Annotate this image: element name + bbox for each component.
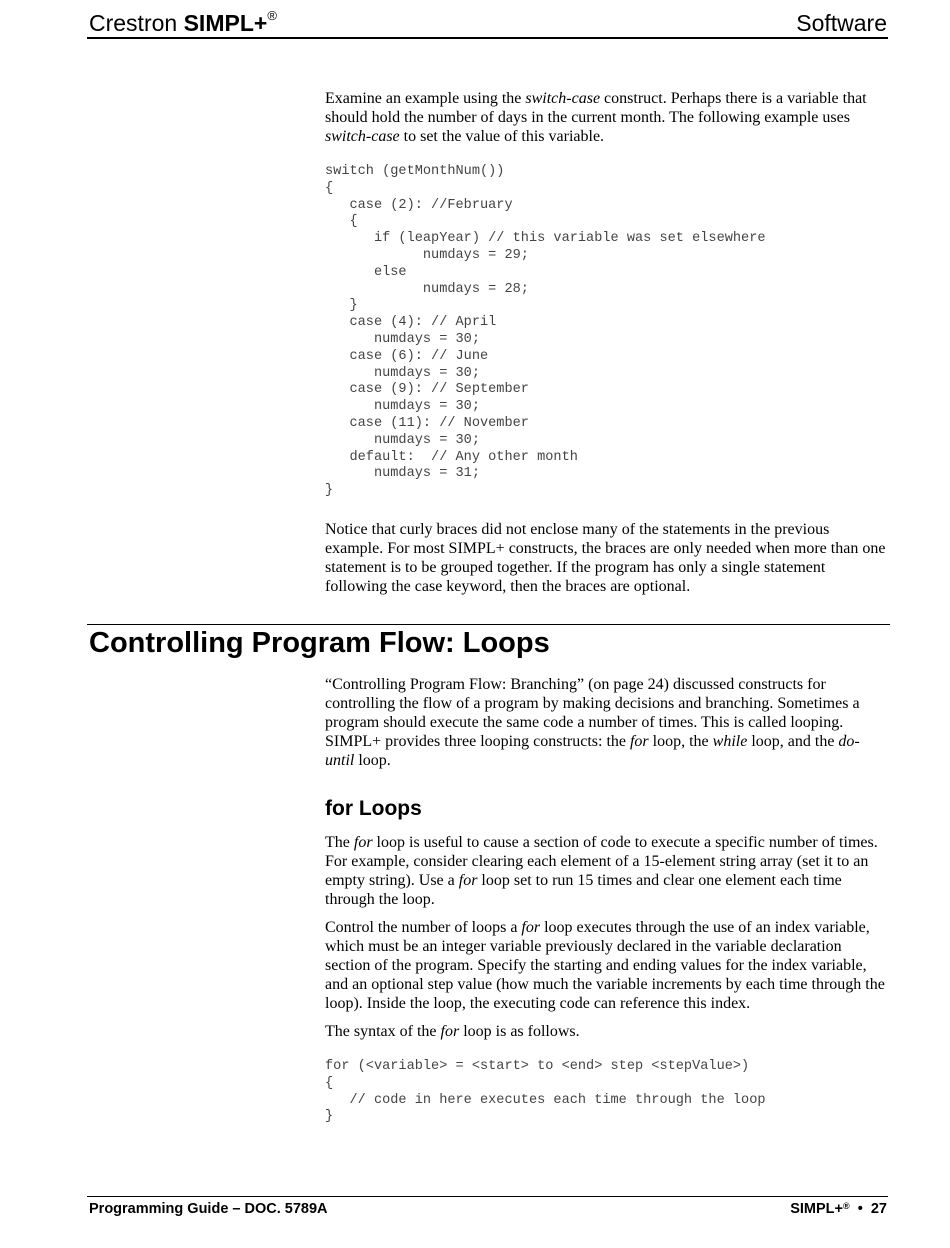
- footer-page-info: [790, 1201, 887, 1217]
- for-paragraph-1: The for loop is useful to cause a section of code to execute a specific number of times. For example, consider clearing each element of a 15-element string array (set it to an empty string). Use a for loop set to run 15 times and clear one element each time through the loop.: [325, 834, 878, 908]
- notice-paragraph: Notice that curly braces did not enclose many of the statements in the previous example. For most SIMPL+ constructs, the braces are only needed when more than one statement is to be grouped together. If the program has only a single statement following the case keyword, then the braces are optional.: [325, 521, 886, 595]
- footer-rule: [87, 1196, 888, 1197]
- for-paragraph-2: Control the number of loops a for loop executes through the use of an index variable, which must be an integer variable previously declared in the variable declaration section of the program. Specify the starting and ending values for the index variable, and an optional step value (how much the variable increments by each time through the loop). Inside the loop, the executing code can reference this index.: [325, 919, 885, 1012]
- subsection-heading: for Loops: [325, 797, 422, 820]
- brand-bold: SIMPL+: [183, 10, 268, 36]
- intro-paragraph: Examine an example using the switch-case construct. Perhaps there is a variable that should hold the number of days in the current month. The following example uses switch-case to set the value of this variable.: [325, 90, 867, 145]
- brand-plain: Crestron: [89, 10, 184, 36]
- footer-bullet: •: [857, 1201, 863, 1217]
- for-code-block: for (<variable> = <start> to <end> step <stepValue>) { // code in here executes each time through the loop }: [325, 1059, 766, 1125]
- footer-product: SIMPL+: [790, 1201, 844, 1217]
- footer-doc-title: Programming Guide – DOC. 5789A: [89, 1201, 328, 1217]
- for-paragraph-3: The syntax of the for loop is as follows.: [325, 1023, 580, 1040]
- switch-code-block: switch (getMonthNum()) { case (2): //February { if (leapYear) // this variable was set elsewhere numdays = 29; else numdays = 28; } case (4): // April numdays = 30; case (6): // June numdays = 30; case (9): // September numdays = 30; case (11): // November numdays = 30; default: // Any other month numdays = 31; }: [325, 164, 766, 499]
- header-section: Software: [796, 10, 887, 36]
- footer-registered-mark: ®: [843, 1201, 850, 1211]
- brand-registered-mark: ®: [267, 8, 277, 23]
- section-heading: Controlling Program Flow: Loops: [89, 627, 550, 659]
- page-number: 27: [870, 1201, 887, 1217]
- section-rule: [87, 624, 890, 625]
- header-rule: [87, 37, 888, 39]
- loops-intro-paragraph: “Controlling Program Flow: Branching” (on page 24) discussed constructs for controlling the flow of a program by making decisions and branching. Sometimes a program should execute the same code a number of times. This is called looping. SIMPL+ provides three looping constructs: the for loop, the while loop, and the do-until loop.: [325, 676, 860, 769]
- header-brand: [89, 10, 277, 37]
